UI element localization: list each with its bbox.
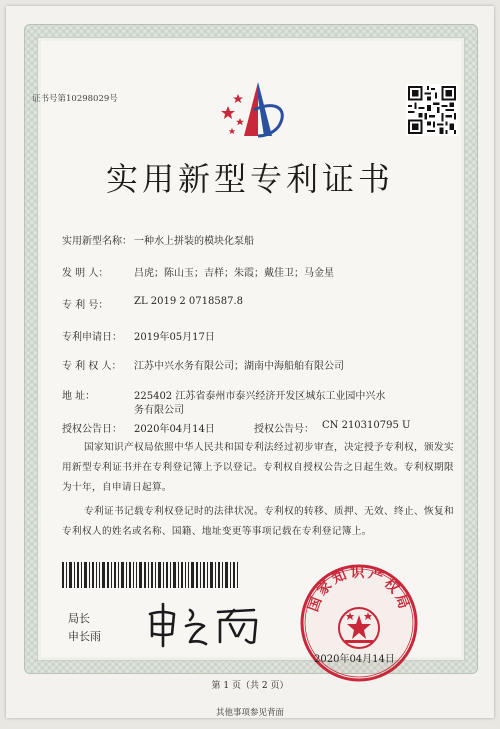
grant-date-value: 2020年04月14日	[134, 424, 215, 435]
seal-date: 2020年04月14日	[314, 654, 395, 665]
svg-text:国家知识产权局: 国家知识产权局	[305, 564, 413, 614]
certificate-serial: 证书号第10298029号	[32, 94, 118, 104]
footer-note: 其他事项参见背面	[215, 708, 284, 718]
inventor-value: 吕虎；陈山玉；吉样；朱霞；戴佳卫；马金星	[134, 268, 334, 279]
address-label: 地 址：	[62, 391, 96, 402]
address-line-2: 务有限公司	[134, 405, 184, 416]
announcement-number-value: CN 210310795 U	[322, 420, 411, 431]
signatory-title: 局长	[68, 612, 90, 625]
inventor-label: 发 明 人：	[62, 268, 109, 279]
barcode-icon	[62, 562, 238, 588]
page-number: 第 1 页（共 2 页）	[211, 681, 289, 691]
legal-status-paragraph: 专利证书记载专利权登记时的法律状况。专利权的转移、质押、无效、终止、恢复和专利权人的姓名或名称、国籍、地址变更等事项记载在专利登记簿上。	[62, 506, 454, 537]
filing-date-label: 专利申请日：	[62, 332, 122, 343]
certificate-sheet	[6, 6, 494, 718]
announcement-number-label: 授权公告号：	[254, 424, 314, 435]
address-line-1: 225402 江苏省泰州市泰兴经济开发区城东工业园中兴水	[134, 391, 386, 402]
patentee-value: 江苏中兴水务有限公司；湖南中海船舶有限公司	[134, 361, 344, 372]
grant-statement-paragraph: 国家知识产权局依照中华人民共和国专利法经过初步审查，决定授予专利权，颁发实用新型专利证书并在专利登记簿上予以登记。专利权自授权公告之日起生效。专利权期限为十年，自申请日起算。	[62, 442, 454, 493]
utility-model-name-value: 一种水上拼装的模块化泵船	[134, 236, 254, 247]
certificate-title: 实用新型专利证书	[105, 160, 394, 198]
patent-number-value: ZL 2019 2 0718587.8	[134, 296, 244, 307]
filing-date-value: 2019年05月17日	[134, 332, 215, 343]
patent-number-label: 专 利 号：	[62, 300, 109, 311]
grant-date-label: 授权公告日：	[62, 424, 122, 435]
qr-code-icon	[406, 84, 458, 136]
cnipa-logo-icon	[214, 78, 296, 140]
signatory-name: 申长雨	[68, 630, 101, 643]
utility-model-name-label: 实用新型名称：	[62, 236, 132, 247]
official-seal-icon	[298, 562, 420, 684]
patentee-label: 专 利 权 人：	[62, 361, 122, 372]
handwritten-signature	[146, 602, 266, 648]
